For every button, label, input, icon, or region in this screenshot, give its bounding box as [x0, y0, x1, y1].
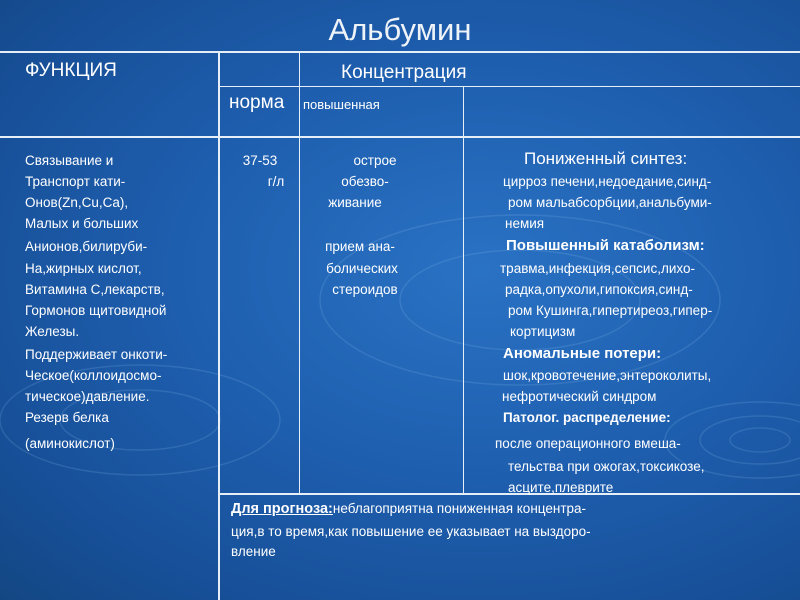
synthesis-heading: Пониженный синтез:: [524, 149, 688, 168]
catabolism-line: травма,инфекция,сепсис,лихо-: [500, 261, 695, 276]
catabolism-heading: Повышенный катаболизм:: [506, 237, 705, 254]
prognosis-label: Для прогноза:: [231, 501, 333, 517]
header-bottom-border: [0, 136, 800, 138]
function-line: Связывание и: [25, 153, 114, 168]
prognosis-line-1: [231, 498, 586, 520]
catabolism-line: кортицизм: [510, 324, 576, 339]
elevated-line: обезво-: [341, 174, 389, 189]
function-line: Витамина С,лекарств,: [25, 282, 165, 297]
header-elevated: повышенная: [303, 97, 380, 112]
table-top-border: [0, 51, 800, 53]
elevated-line: стероидов: [332, 282, 398, 297]
header-concentration: Концентрация: [341, 62, 467, 83]
prognosis-line-3: вление: [231, 544, 276, 559]
norm-value: 37-53: [242, 153, 278, 168]
function-line: Резерв белка: [25, 410, 109, 425]
norm-unit: г/л: [267, 174, 285, 189]
catabolism-line: ром Кушинга,гипертиреоз,гипер-: [508, 303, 713, 318]
function-line: Гормонов щитовидной: [25, 303, 167, 318]
losses-line: шок,кровотечение,энтероколиты,: [503, 368, 712, 383]
function-line: Малых и больших: [25, 216, 139, 231]
function-line: (аминокислот): [25, 436, 115, 451]
header-divider: [220, 86, 800, 87]
prognosis-line-2: ция,в то время,как повышение ее указывает на выздоро-: [231, 524, 591, 539]
function-line: тическое)давление.: [25, 389, 150, 404]
distribution-line: асците,плеврите: [508, 480, 614, 495]
function-line: Онов(Zn,Cu,Ca),: [25, 195, 129, 210]
elevated-line: прием ана-: [325, 239, 395, 254]
function-line: Поддерживает онкоти-: [25, 347, 168, 362]
function-line: Транспорт кати-: [25, 174, 126, 189]
elevated-line: острое: [353, 153, 397, 168]
synthesis-line: немия: [505, 216, 545, 231]
column-divider-3: [463, 86, 464, 494]
function-line: Анионов,билируби-: [25, 239, 148, 254]
header-norm: норма: [229, 92, 285, 113]
prognosis-text-1: неблагоприятна пониженная концентра-: [332, 501, 587, 516]
distribution-line: тельства при ожогах,токсикозе,: [508, 459, 705, 474]
header-function: ФУНКЦИЯ: [25, 60, 117, 81]
distribution-line: после операционного вмеша-: [495, 436, 681, 451]
elevated-line: болических: [326, 261, 398, 276]
losses-line: нефротический синдром: [502, 389, 657, 404]
synthesis-line: цирроз печени,недоедание,синд-: [503, 174, 712, 189]
function-line: Железы.: [25, 324, 80, 339]
catabolism-line: радка,опухоли,гипоксия,синд-: [505, 282, 693, 297]
elevated-line: живание: [328, 195, 382, 210]
losses-heading: Аномальные потери:: [503, 345, 662, 362]
synthesis-line: ром мальабсорбции,анальбуми-: [508, 195, 712, 210]
column-divider-1: [218, 52, 220, 600]
function-line: На,жирных кислот,: [25, 261, 142, 276]
distribution-heading: Патолог. распределение:: [503, 410, 671, 425]
slide-title: Альбумин: [328, 12, 472, 47]
function-line: Ческое(коллоидосмо-: [25, 368, 162, 383]
